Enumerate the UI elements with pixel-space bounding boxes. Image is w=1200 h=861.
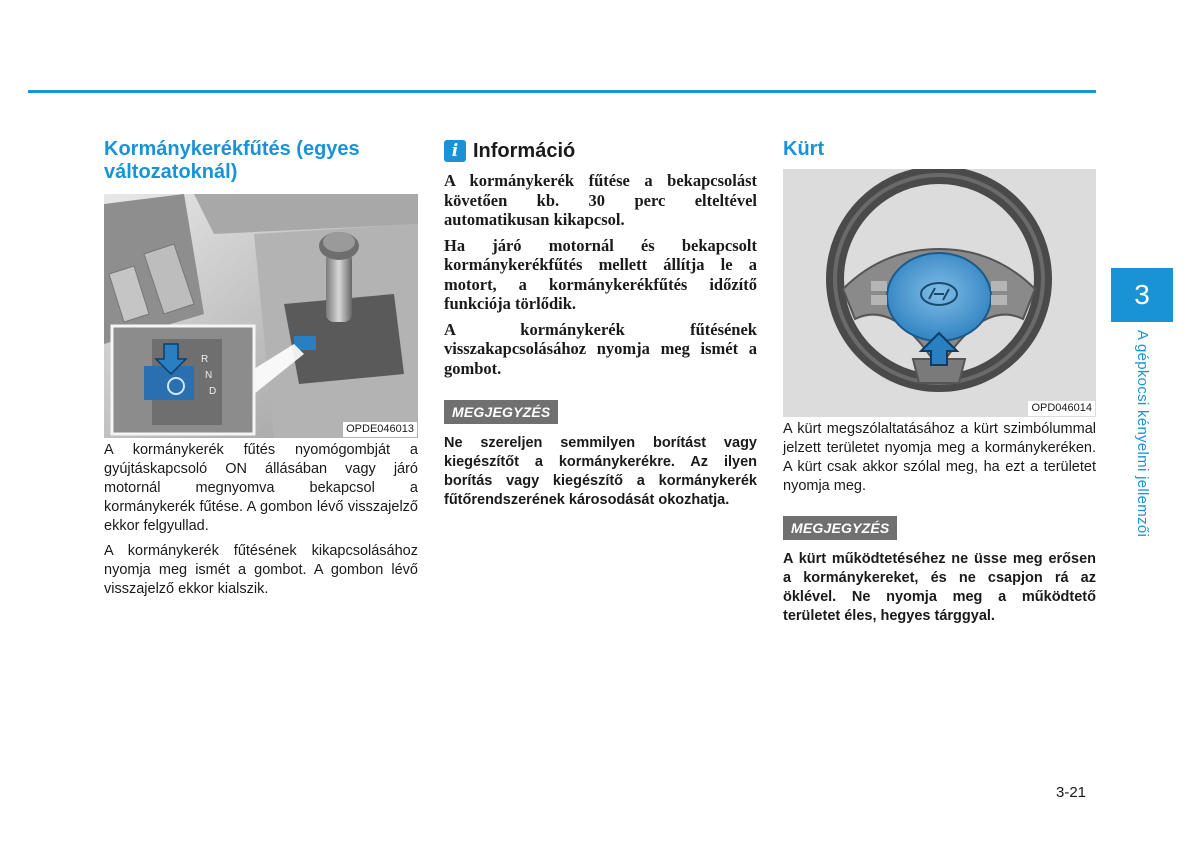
info-paragraph: A kormánykerék fűtésének visszakapcsolásához nyomja meg ismét a gombot. [444, 319, 757, 378]
figure-steering-heating-button [104, 194, 418, 438]
chapter-tab: 3 [1111, 268, 1173, 322]
gear-letter-d: D [209, 386, 217, 397]
info-icon: i [444, 140, 466, 162]
info-paragraph: Ha járó motornál és bekapcsolt kormánykerékfűtés mellett állítja le a motort, a kormánykerékfűtés időzítő funkciója törlődik. [444, 235, 757, 313]
note-badge: MEGJEGYZÉS [783, 516, 897, 540]
section-title-horn: Kürt [783, 138, 825, 160]
figure-code: OPDE046013 [343, 422, 417, 437]
page-number: 3-21 [1056, 784, 1087, 801]
figure-steering-wheel-horn [783, 169, 1096, 417]
info-paragraph: A kormánykerék fűtése a bekapcsolást követően kb. 30 perc elteltével automatikusan kikapcsol. [444, 171, 757, 229]
gear-letter-r: R [201, 354, 209, 365]
horn-text: A kürt megszólaltatásához a kürt szimbólummal jelzett területet nyomja meg a kormánykeréken. A kürt csak akkor szólal meg, ha ezt a területet nyomja meg. [783, 421, 1096, 494]
header-rule [28, 90, 1096, 93]
chapter-label: A gépkocsi kényelmi jellemzői [1134, 330, 1151, 538]
note-text: Ne szereljen semmilyen borítást vagy kiegészítőt a kormánykerékre. Az ilyen borítás vagy kiegészítő a kormánykerék fűtőrendszerének károsodását okozhatja. [444, 435, 757, 508]
note-text: A kürt működtetéséhez ne üsse meg erősen a kormánykereket, és ne csapjon rá az öklével. Ne nyomja meg a működtető területet éles, hegyes tárggyal. [783, 551, 1096, 624]
column-horn [783, 138, 1096, 626]
gear-letter-n: N [205, 370, 213, 381]
column-steering-heating [104, 138, 418, 599]
column-information [444, 138, 757, 510]
info-title: Információ [473, 139, 576, 162]
note-badge: MEGJEGYZÉS [444, 400, 558, 424]
figure-code: OPD046014 [1028, 401, 1095, 416]
section-title-steering-heating: Kormánykerékfűtés (egyes változatoknál) [104, 138, 360, 183]
steering-wheel-illustration [783, 169, 1096, 417]
console-illustration [104, 194, 418, 438]
info-header [444, 138, 757, 164]
steering-heating-on-text: A kormánykerék fűtés nyomógombját a gyújtáskapcsoló ON állásában vagy járó motornál megnyomva bekapcsol a kormánykerék fűtése. A gombon lévő visszajelző ekkor felgyullad. [104, 442, 418, 534]
steering-heating-off-text: A kormánykerék fűtésének kikapcsolásához nyomja meg ismét a gombot. A gombon lévő visszajelző ekkor kialszik. [104, 543, 418, 597]
